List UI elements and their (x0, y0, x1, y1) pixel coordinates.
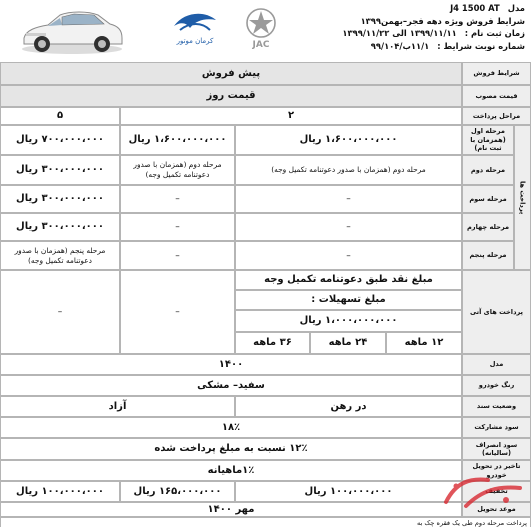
stage4-label: مرحله چهارم (462, 213, 514, 241)
sale-terms-line (295, 15, 525, 28)
registration-time-value: ۱۳۹۹/۱۱/۱۱ الی ۱۳۹۹/۱۱/۲۲ (342, 28, 457, 38)
months-12: ۱۲ ماهه (386, 332, 462, 354)
payment-stages-col23: ۲ (120, 107, 462, 125)
delivery-date-value: مهر ۱۴۰۰ (0, 502, 462, 517)
stage1-label: مرحله اول (همزمان با ثبت نام) (462, 125, 514, 155)
discount-col1: ۱۰۰،۰۰۰،۰۰۰ ریال (0, 481, 120, 502)
model-value: J4 1500 AT (450, 3, 500, 13)
stage5-label: مرحله پنجم (462, 241, 514, 270)
circular-number-value: ۱۱/۱ب/۹۹/۱۰۴ (370, 40, 430, 51)
stage3-col3: – (235, 185, 462, 213)
delivery-delay-label: تاخیر در تحویل خودرو (462, 460, 531, 481)
discount-label: تخفیف (462, 481, 531, 502)
stage4-col3: – (235, 213, 462, 241)
circular-number-line (295, 40, 525, 53)
stage5-col1: مرحله پنجم (همزمان با صدور دعوتنامه تکمیل وجه) (0, 241, 120, 270)
car-image (18, 2, 126, 56)
document-status-free: آزاد (0, 396, 235, 417)
registration-time-label: زمان ثبت نام : (464, 28, 525, 38)
approved-price-label: قیمت مصوب (462, 85, 531, 107)
facility-label: مبلغ تسهیلات : (235, 290, 462, 310)
facility-value: ۱،۰۰۰،۰۰۰،۰۰۰ ریال (235, 310, 462, 332)
future-payments-label: پرداخت های آتی (462, 270, 531, 354)
sale-terms: شرایط فروش ویژه دهه فجر–بهمن۱۳۹۹ (360, 15, 525, 26)
kerman-motor-logo (170, 8, 220, 48)
stage5-col2: – (120, 241, 235, 270)
approved-price-value: قیمت روز (0, 85, 462, 107)
discount-col2: ۱۶۵،۰۰۰،۰۰۰ ریال (120, 481, 235, 502)
sale-conditions-value: پیش فروش (0, 62, 462, 85)
model-year-label: مدل (462, 354, 531, 375)
stage1-col1: ۷۰۰،۰۰۰،۰۰۰ ریال (0, 125, 120, 155)
jac-logo (232, 6, 290, 50)
color-label: رنگ خودرو (462, 375, 531, 396)
stage3-label: مرحله سوم (462, 185, 514, 213)
model-year-value: ۱۴۰۰ (0, 354, 462, 375)
document-status-label: وضعیت سند (462, 396, 531, 417)
payments-group-text: پرداخت ها (518, 180, 527, 215)
payments-group-label (514, 125, 531, 270)
kerman-logo-text: کرمان موتور (176, 37, 214, 45)
payment-stages-col1: ۵ (0, 107, 120, 125)
price-conditions-table (0, 62, 531, 527)
stage2-col3: مرحله دوم (همزمان با صدور دعوتنامه تکمیل وجه) (235, 155, 462, 185)
stage2-label: مرحله دوم (462, 155, 514, 185)
site-watermark (436, 472, 528, 512)
registration-time-line (295, 27, 525, 40)
future-payments-col1: – (0, 270, 120, 354)
participation-profit-label: سود مشارکت (462, 417, 531, 438)
payment-stages-label: مراحل پرداخت (462, 107, 531, 125)
delivery-date-label: موعد تحویل (462, 502, 531, 517)
stage2-col2: مرحله دوم (همزمان با صدور دعوتنامه تکمیل وجه) (120, 155, 235, 185)
document-status-mortgaged: در رهن (235, 396, 462, 417)
color-value: سفید– مشکی (0, 375, 462, 396)
stage2-col1: ۳۰۰،۰۰۰،۰۰۰ ریال (0, 155, 120, 185)
participation-profit-value: ۱۸٪ (0, 417, 462, 438)
months-24: ۲۴ ماهه (310, 332, 386, 354)
stage3-col1: ۳۰۰،۰۰۰،۰۰۰ ریال (0, 185, 120, 213)
footnote: پرداخت مرحله دوم طی یک فقره چک به (0, 517, 531, 527)
page-header (0, 0, 531, 62)
sale-conditions-label: شرایط فروش (462, 62, 531, 85)
stage4-col2: – (120, 213, 235, 241)
jac-logo-text: JAC (252, 40, 270, 50)
stage1-col3: ۱،۶۰۰،۰۰۰،۰۰۰ ریال (235, 125, 462, 155)
cancellation-profit-value: ۱۲٪ نسبت به مبلغ پرداخت شده (0, 438, 462, 460)
stage1-col2: ۱،۶۰۰،۰۰۰،۰۰۰ ریال (120, 125, 235, 155)
sale-info (295, 2, 525, 52)
stage5-col3: – (235, 241, 462, 270)
model-label: مدل (507, 3, 525, 13)
cash-payment-text: مبلغ نقد طبق دعوتنامه تکمیل وجه (235, 270, 462, 290)
future-payments-col2: – (120, 270, 235, 354)
months-36: ۳۶ ماهه (235, 332, 310, 354)
delivery-delay-value: ۱٪ماهیانه (0, 460, 462, 481)
model-line (295, 2, 525, 15)
cancellation-profit-label: سود انصراف (سالیانه) (462, 438, 531, 460)
discount-col3: ۱۰۰،۰۰۰،۰۰۰ ریال (235, 481, 462, 502)
stage4-col1: ۳۰۰،۰۰۰،۰۰۰ ریال (0, 213, 120, 241)
circular-number-label: شماره نوبت شرایط : (437, 40, 525, 51)
stage3-col2: – (120, 185, 235, 213)
